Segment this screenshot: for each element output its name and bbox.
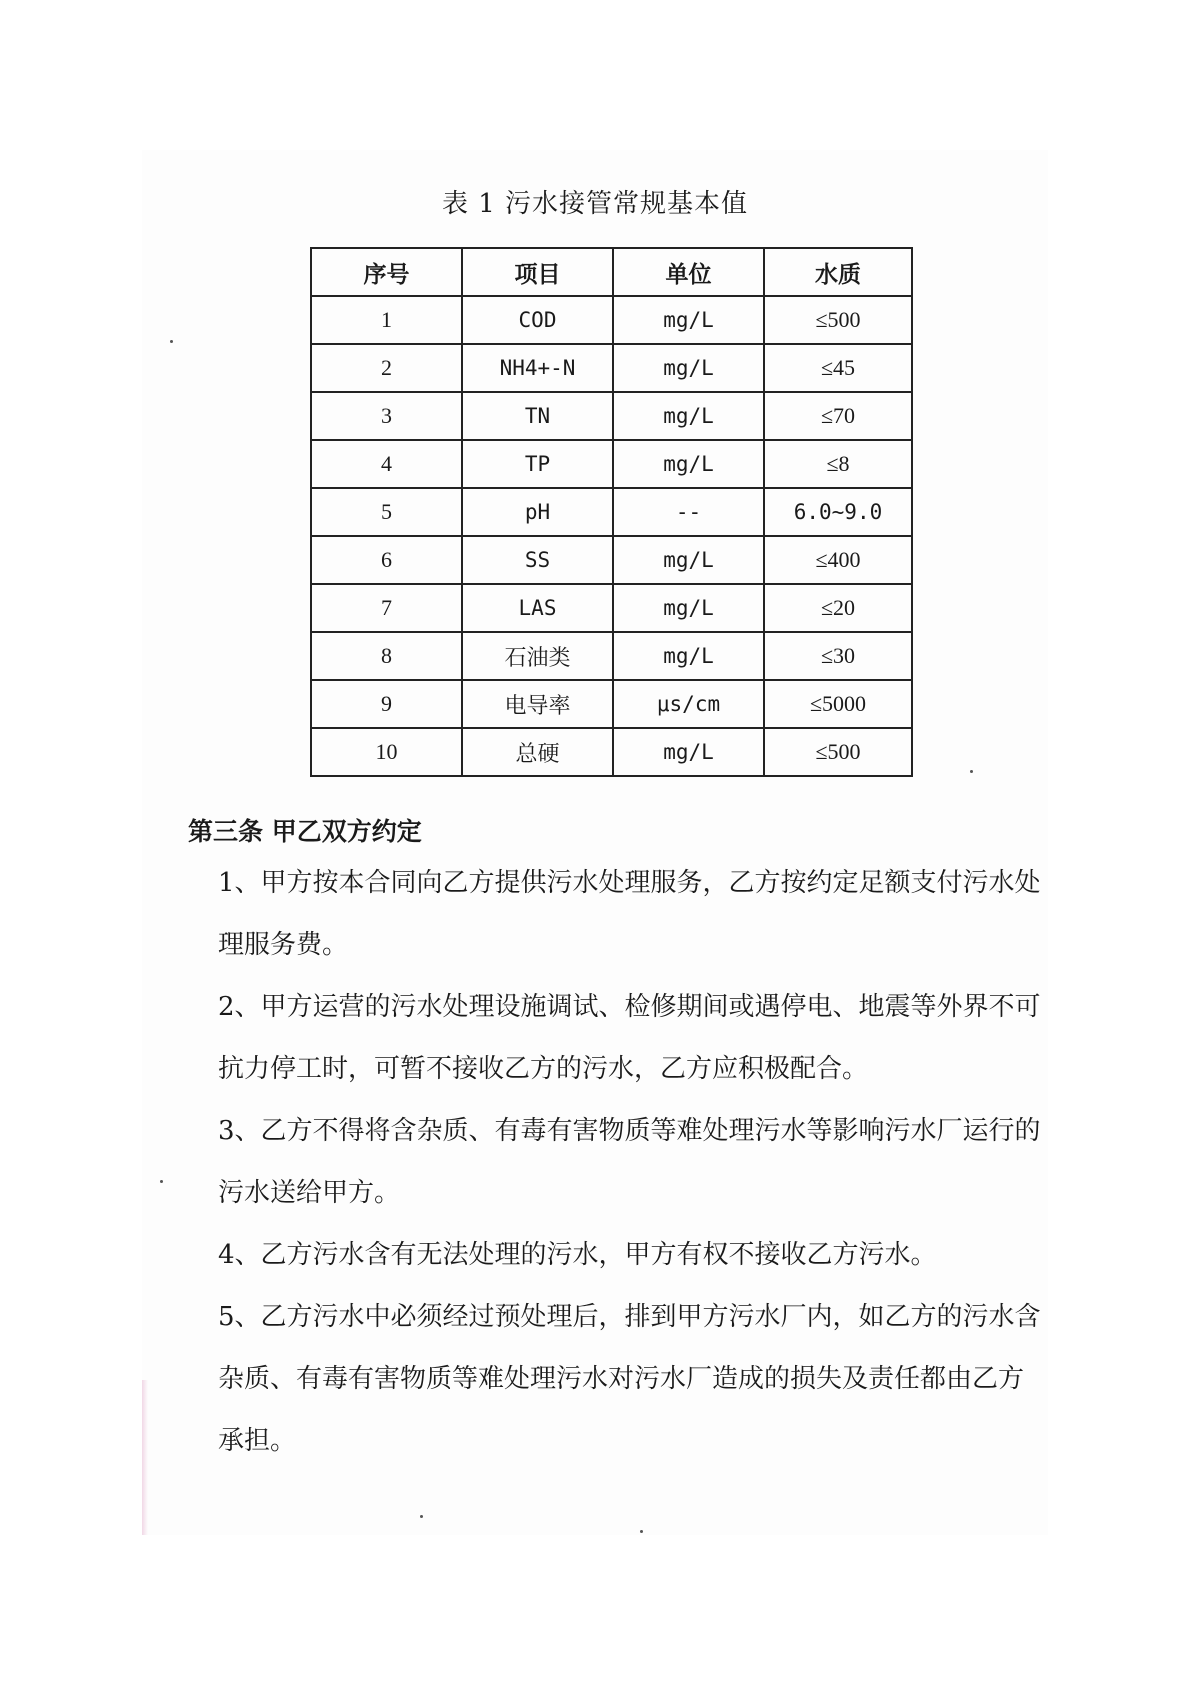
paragraph-4: 4、乙方污水含有无法处理的污水，甲方有权不接收乙方污水。	[218, 1240, 937, 1270]
header-no: 序号	[311, 248, 462, 296]
cell-item: NH4+-N	[462, 344, 613, 392]
scan-speck	[170, 340, 173, 343]
table-row	[311, 632, 912, 680]
cell-item: 石油类	[462, 632, 613, 680]
cell-quality: ≤20	[764, 584, 912, 632]
table-row	[311, 680, 912, 728]
cell-no: 3	[311, 392, 462, 440]
cell-unit: --	[613, 488, 764, 536]
cell-quality: ≤30	[764, 632, 912, 680]
cell-unit: mg/L	[613, 440, 764, 488]
table-header-row	[311, 248, 912, 296]
cell-item: SS	[462, 536, 613, 584]
cell-unit: mg/L	[613, 632, 764, 680]
cell-no: 5	[311, 488, 462, 536]
table-row	[311, 728, 912, 776]
cell-quality: ≤5000	[764, 680, 912, 728]
table-row	[311, 296, 912, 344]
table-row	[311, 488, 912, 536]
sewage-standards-table	[310, 247, 913, 777]
table-title: 表 1 污水接管常规基本值	[441, 189, 749, 219]
cell-no: 9	[311, 680, 462, 728]
scan-speck	[420, 1515, 423, 1518]
cell-item: 总硬	[462, 728, 613, 776]
table-row	[311, 392, 912, 440]
paragraph-5: 5、乙方污水中必须经过预处理后，排到甲方污水厂内，如乙方的污水含杂质、有毒有害物质等难处理污水对污水厂造成的损失及责任都由乙方承担。	[218, 1302, 1041, 1456]
cell-unit: mg/L	[613, 584, 764, 632]
cell-unit: mg/L	[613, 296, 764, 344]
cell-item: TN	[462, 392, 613, 440]
cell-no: 8	[311, 632, 462, 680]
cell-unit: mg/L	[613, 728, 764, 776]
table-row	[311, 344, 912, 392]
cell-unit: mg/L	[613, 536, 764, 584]
header-unit: 单位	[613, 248, 764, 296]
scan-speck	[970, 770, 973, 773]
cell-quality: ≤70	[764, 392, 912, 440]
cell-no: 4	[311, 440, 462, 488]
cell-no: 6	[311, 536, 462, 584]
table-row	[311, 440, 912, 488]
cell-no: 10	[311, 728, 462, 776]
table-row	[311, 536, 912, 584]
cell-item: TP	[462, 440, 613, 488]
scan-edge-tint	[142, 1380, 148, 1535]
cell-quality: ≤8	[764, 440, 912, 488]
cell-item: COD	[462, 296, 613, 344]
cell-unit: μs/cm	[613, 680, 764, 728]
header-item: 项目	[462, 248, 613, 296]
section-heading: 第三条 甲乙双方约定	[188, 817, 422, 846]
scan-speck	[640, 1530, 643, 1533]
table-row	[311, 584, 912, 632]
cell-quality: ≤45	[764, 344, 912, 392]
header-quality: 水质	[764, 248, 912, 296]
cell-item: LAS	[462, 584, 613, 632]
paragraph-2: 2、甲方运营的污水处理设施调试、检修期间或遇停电、地震等外界不可抗力停工时，可暂不接收乙方的污水，乙方应积极配合。	[218, 992, 1041, 1084]
cell-quality: ≤500	[764, 296, 912, 344]
cell-no: 2	[311, 344, 462, 392]
cell-quality: 6.0~9.0	[764, 488, 912, 536]
cell-quality: ≤400	[764, 536, 912, 584]
paragraph-3: 3、乙方不得将含杂质、有毒有害物质等难处理污水等影响污水厂运行的污水送给甲方。	[218, 1116, 1041, 1208]
scan-speck	[160, 1180, 163, 1183]
cell-quality: ≤500	[764, 728, 912, 776]
cell-unit: mg/L	[613, 392, 764, 440]
cell-no: 7	[311, 584, 462, 632]
cell-no: 1	[311, 296, 462, 344]
cell-item: 电导率	[462, 680, 613, 728]
cell-unit: mg/L	[613, 344, 764, 392]
cell-item: pH	[462, 488, 613, 536]
paragraph-1: 1、甲方按本合同向乙方提供污水处理服务，乙方按约定足额支付污水处理服务费。	[218, 868, 1041, 960]
